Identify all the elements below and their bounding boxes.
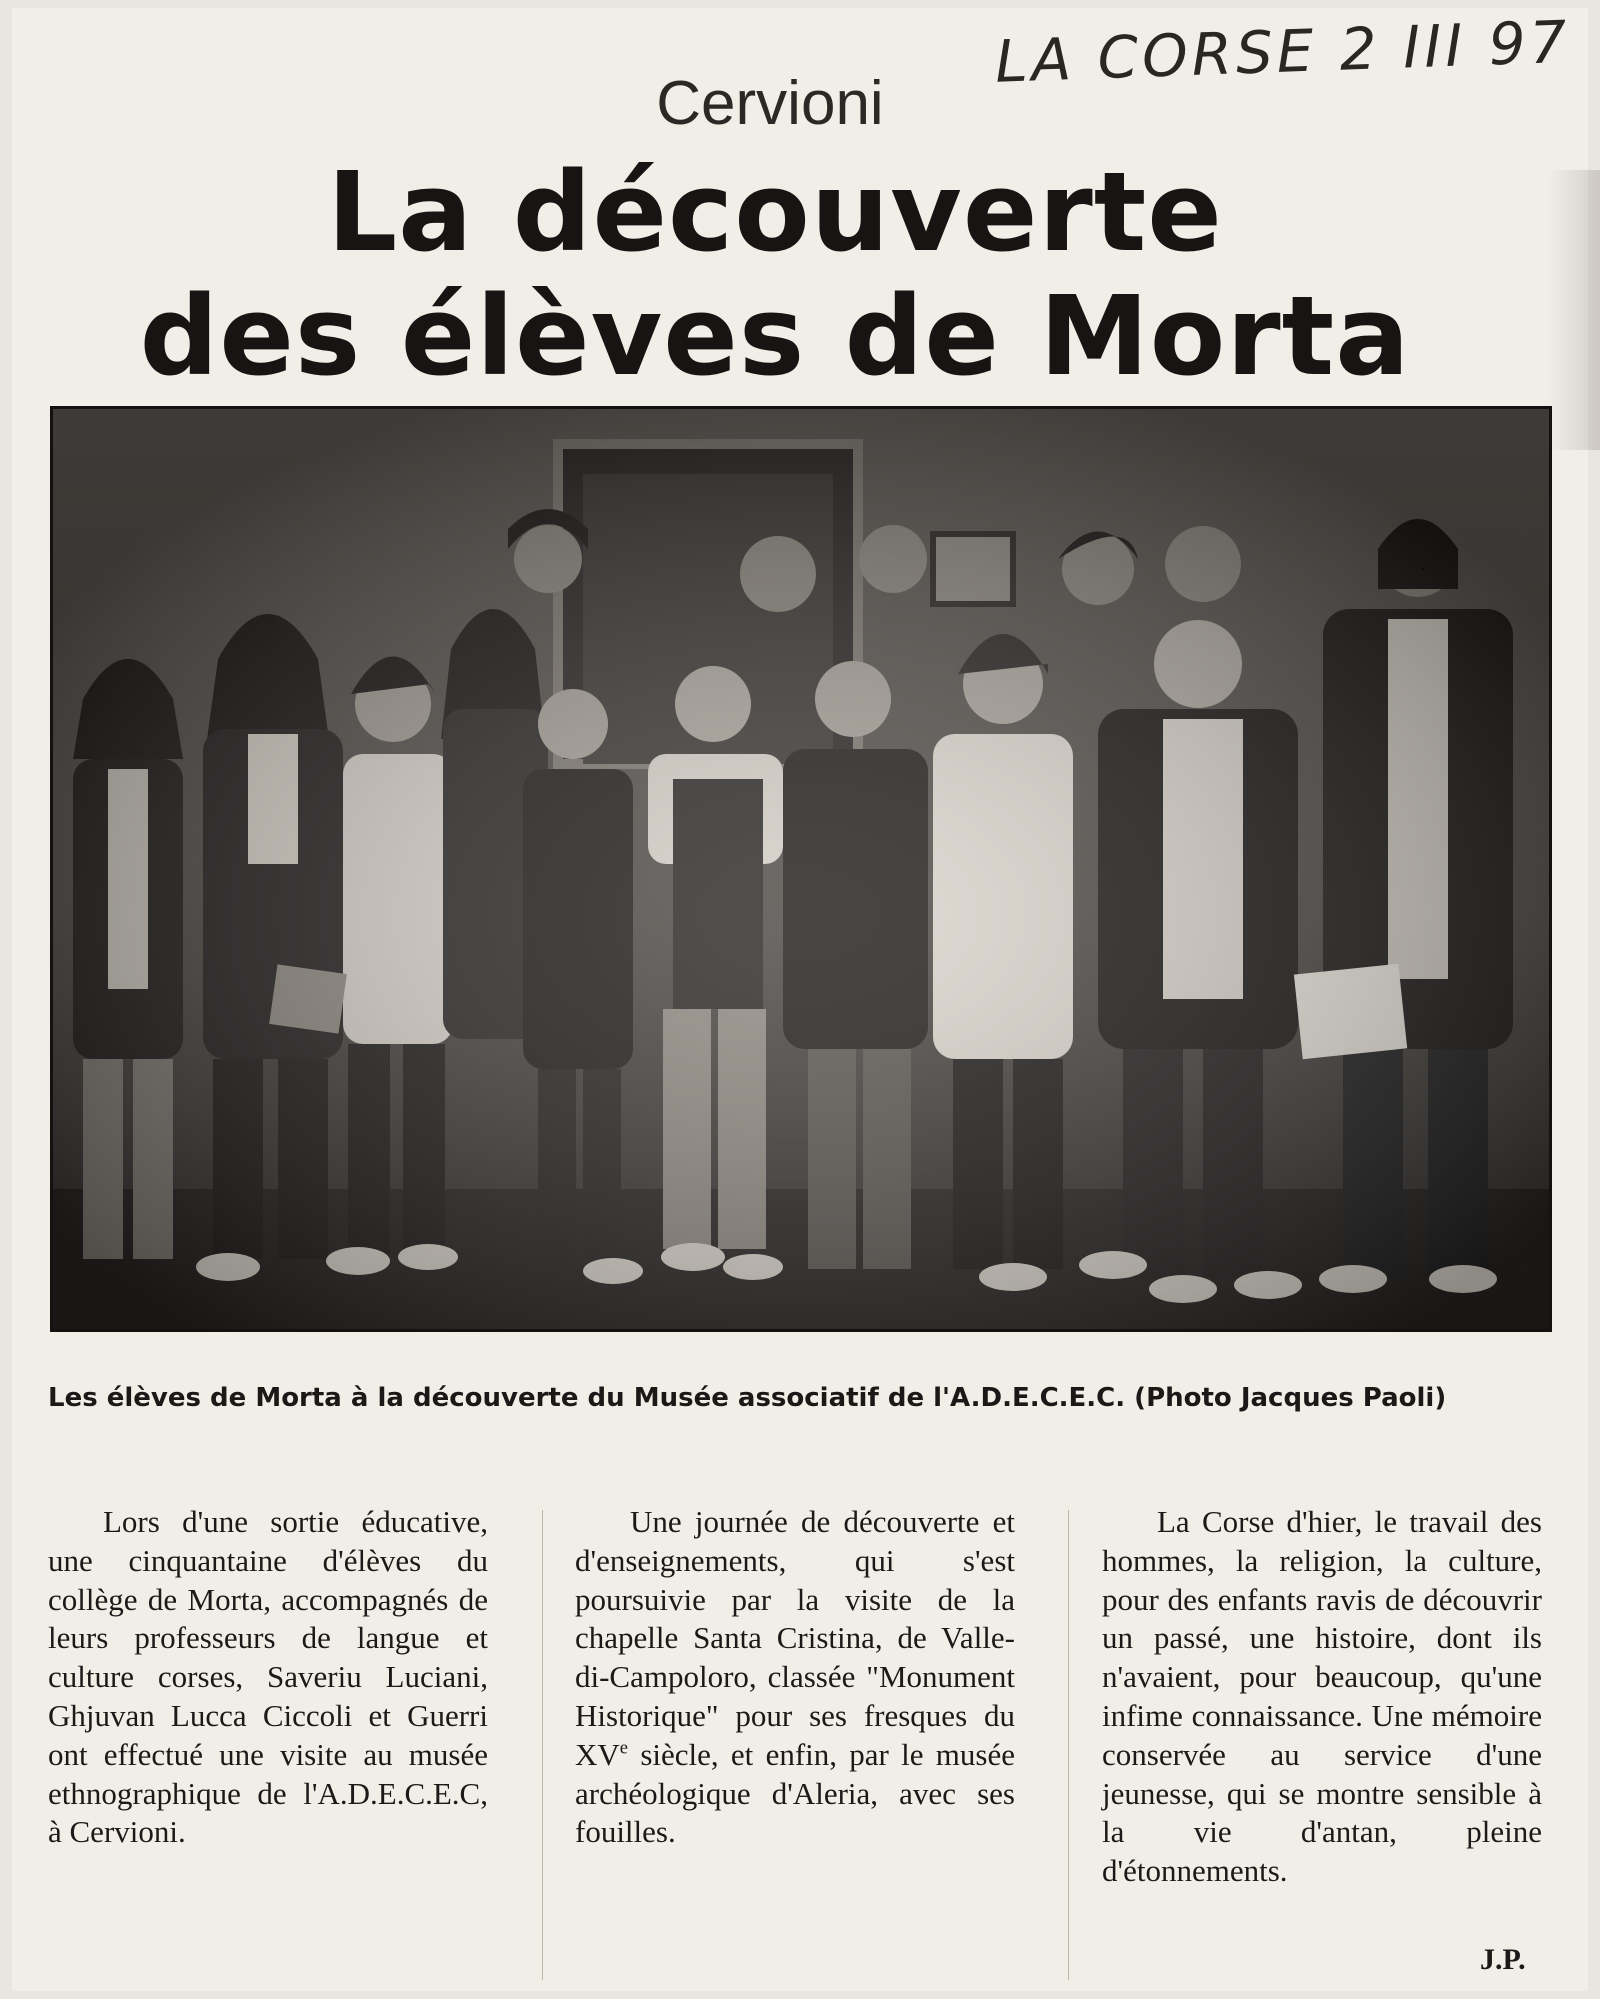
headline-line-2: des élèves de Morta xyxy=(139,272,1411,400)
location-kicker: Cervioni xyxy=(656,69,884,138)
headline-line-1: La découverte xyxy=(327,148,1223,276)
photo-caption: Les élèves de Morta à la découverte du Musée associatif de l'A.D.E.C.E.C. (Photo Jacques Paoli) xyxy=(48,1383,1447,1413)
adjacent-article-bleed xyxy=(1548,170,1600,450)
article-column-2 xyxy=(575,1503,1015,1852)
century-superscript: e xyxy=(619,1737,629,1759)
article-paragraph-2-start: Une journée de découverte et d'enseignements, qui s'est poursuivie par la visite de la chapelle Santa Cristina, de Valle-di-Campoloro, classée "Monument Historique" pour ses fresques du XV xyxy=(575,1504,1015,1772)
article-column-1 xyxy=(48,1503,488,1852)
headline xyxy=(40,150,1510,398)
article-paragraph-2-end: siècle, et enfin, par le musée archéologique d'Aleria, avec ses fouilles. xyxy=(575,1736,1015,1850)
article-paragraph-3: La Corse d'hier, le travail des hommes, la religion, la culture, pour des enfants ravis de découvrir un passé, une histoire, dont ils n'avaient, pour beaucoup, qu'une infime connaissance. Une mémoire conservée au service d'une jeunesse, qui se montre sensible à la vie d'antan, pleine d'étonnements. xyxy=(1102,1504,1542,1889)
article-paragraph-2 xyxy=(575,1503,1015,1852)
column-divider xyxy=(1068,1510,1069,1980)
author-signature: J.P. xyxy=(1480,1943,1526,1976)
group-photo-students-icon xyxy=(53,409,1549,1329)
handwritten-date-note: LA CORSE 2 III 97 xyxy=(993,7,1572,96)
article-column-3 xyxy=(1102,1503,1542,1891)
column-divider xyxy=(542,1510,543,1980)
article-paragraph-1: Lors d'une sortie éducative, une cinquantaine d'élèves du collège de Morta, accompagnés de leurs professeurs de langue et culture corses, Saveriu Luciani, Ghjuvan Lucca Ciccoli et Guerri ont effectué une visite au musée ethnographique de l'A.D.E.C.E.C, à Cervioni. xyxy=(48,1504,488,1850)
group-photo xyxy=(50,406,1552,1332)
